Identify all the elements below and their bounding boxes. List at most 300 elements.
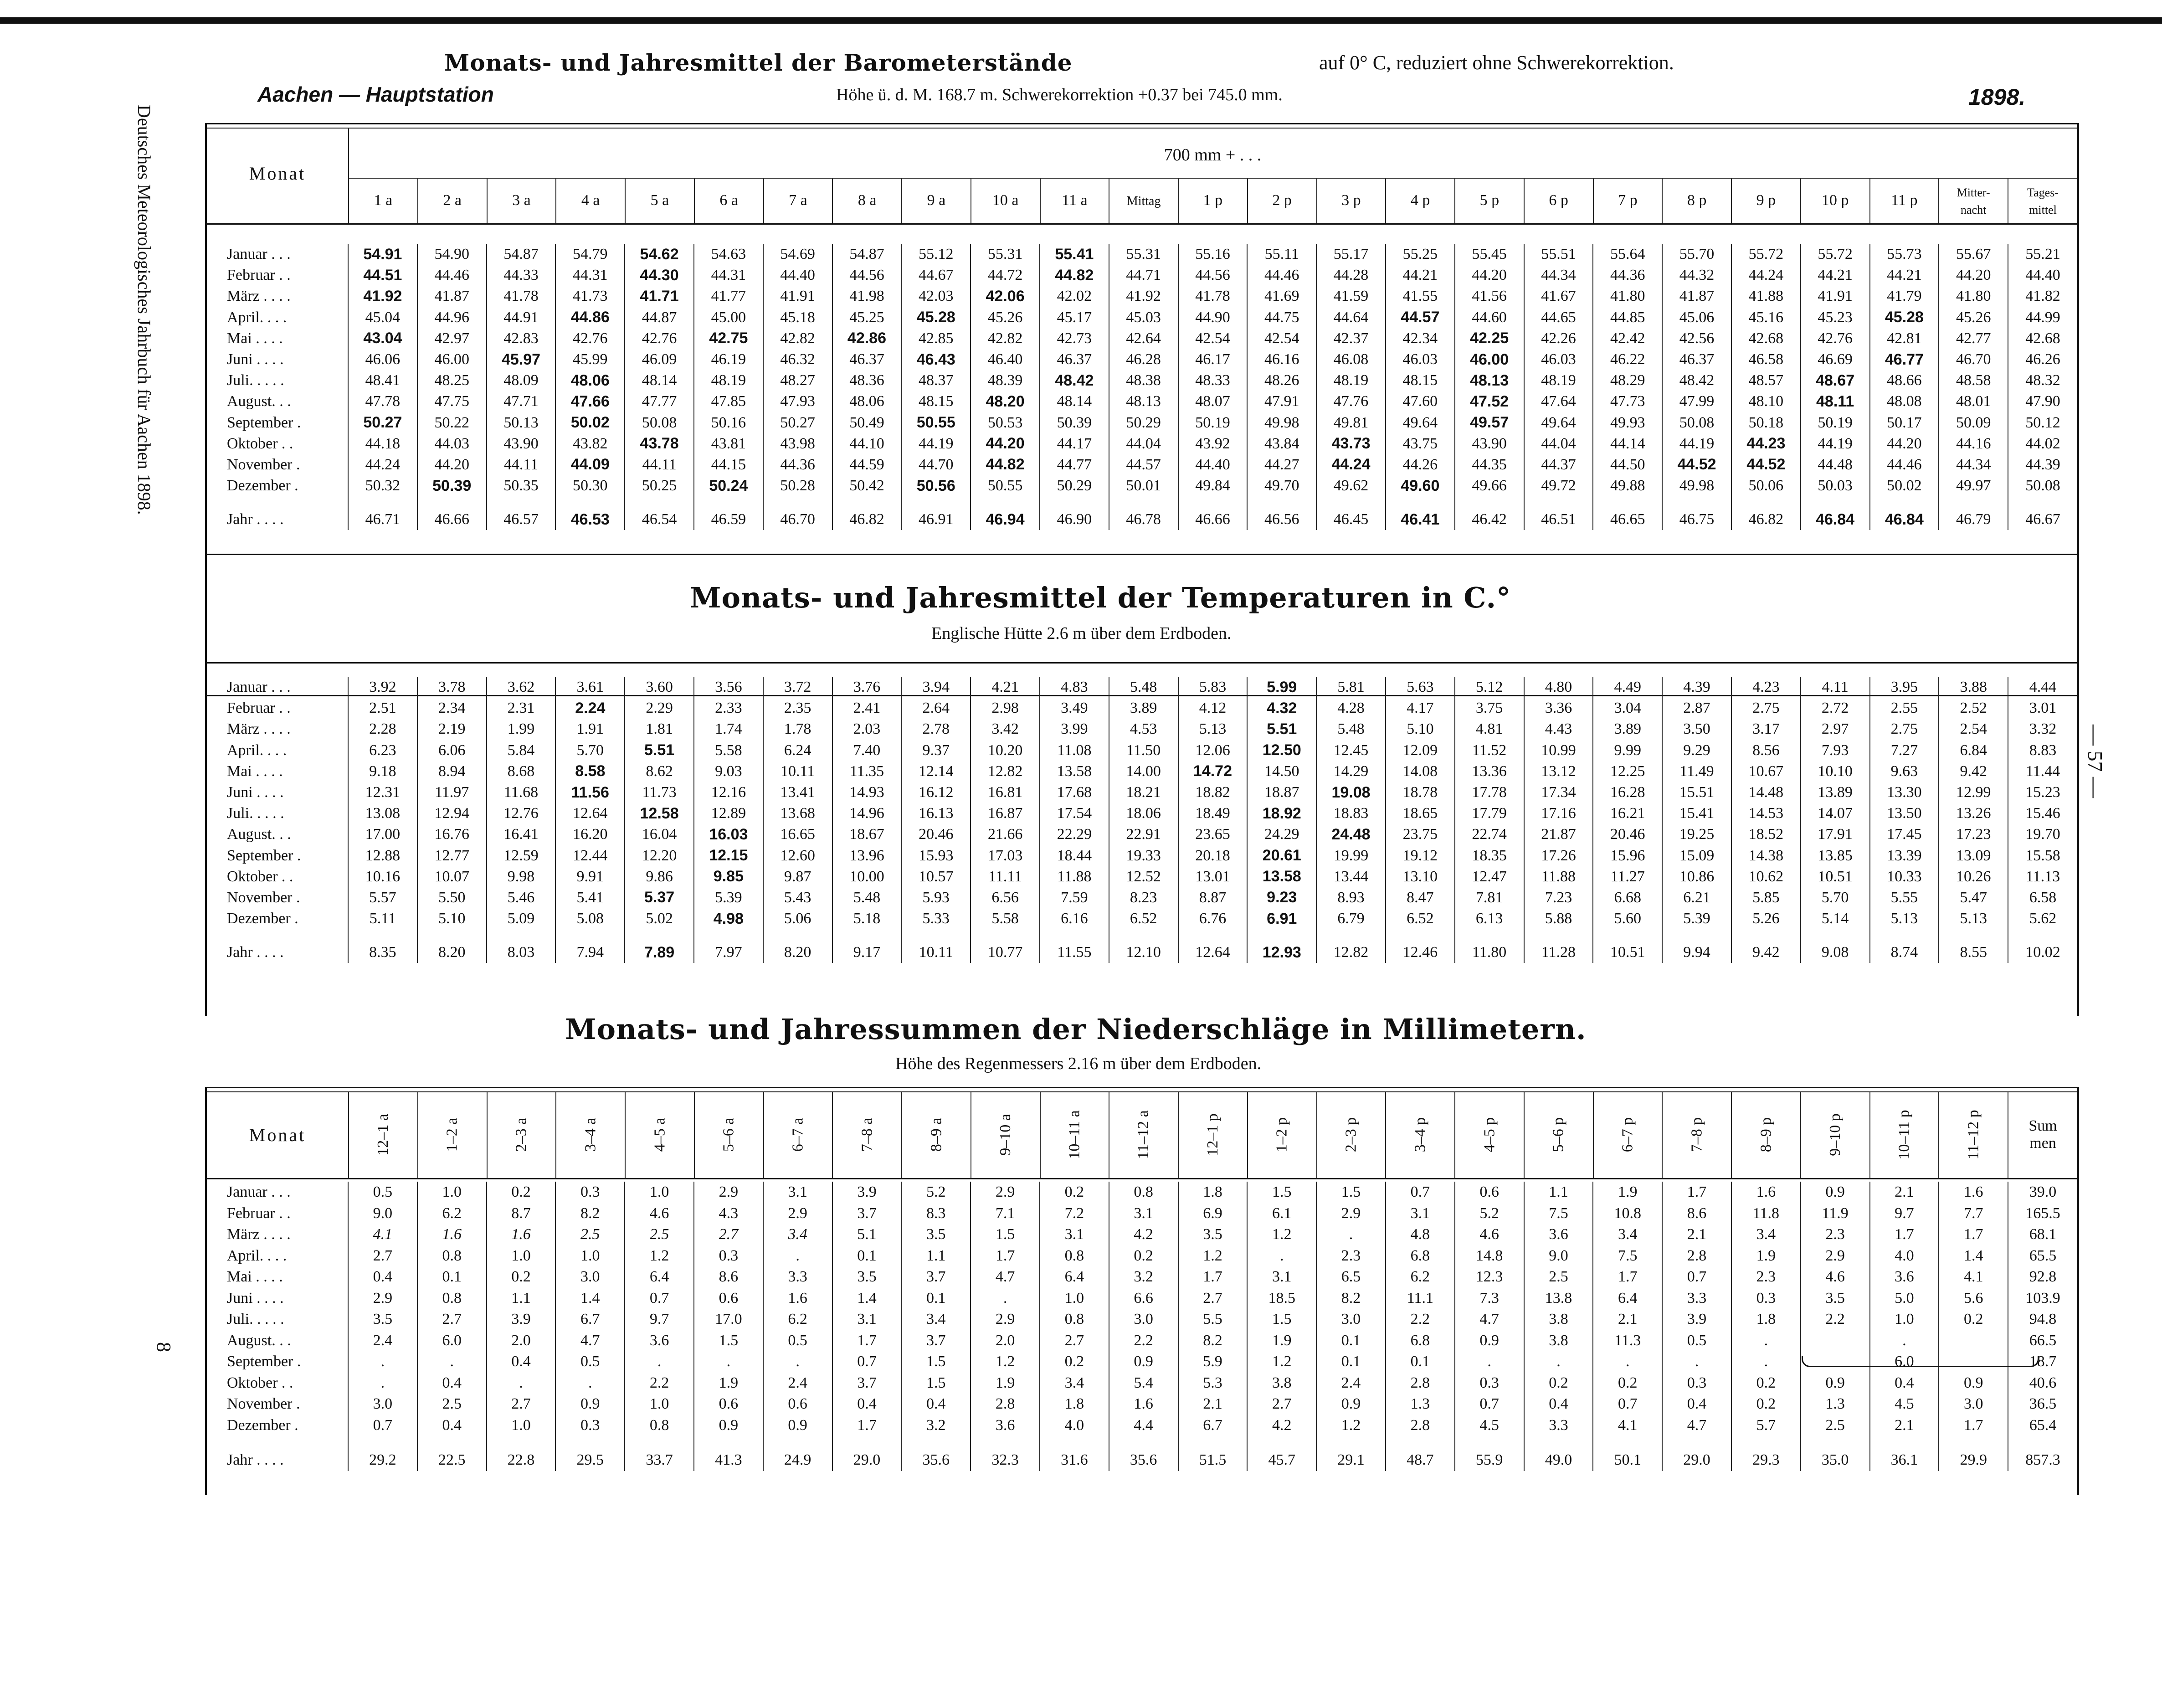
value-cell: 0.1 [1316,1351,1386,1373]
spacer [1801,1436,1870,1450]
value-cell: 45.28 [901,307,971,328]
value-cell: 44.24 [348,454,417,475]
precip-col-label: 9–10 a [996,1114,1014,1156]
value-cell: 2.9 [348,1288,417,1309]
value-cell: 13.96 [832,845,902,866]
value-cell: 42.06 [971,286,1040,307]
precip-col-label: 1–2 p [1273,1117,1290,1152]
value-cell: 36.1 [1870,1450,1939,1471]
value-cell: 46.79 [1939,509,2008,530]
value-cell: 44.46 [417,265,487,286]
precip-col-header [1317,1091,1386,1178]
value-cell: 46.66 [1178,509,1248,530]
value-cell: 5.70 [1801,887,1870,908]
month-label: Januar . . . [227,1183,291,1201]
baro-col-label: Tages- mittel [2027,186,2059,216]
baro-title-suffix: auf 0° C, reduziert ohne Schwerekorrektion. [1319,51,1674,74]
value-cell: 3.42 [971,719,1040,740]
value-cell: 5.08 [555,908,625,929]
value-cell: 14.50 [1247,761,1316,782]
value-cell: 48.38 [1109,370,1178,391]
spacer [1316,1436,1386,1450]
spacer [971,1436,1040,1450]
value-cell: 2.4 [763,1373,832,1394]
value-cell: 4.80 [1524,677,1593,698]
value-cell: 3.36 [1524,698,1593,719]
value-cell: 46.16 [1247,349,1316,370]
value-cell: 44.02 [2008,433,2077,454]
value-cell: 5.51 [625,740,694,761]
baro-col-header [1593,178,1663,223]
value-cell: 46.37 [1040,349,1109,370]
value-cell: 12.46 [1386,942,1455,963]
value-cell: 44.72 [971,265,1040,286]
value-cell: 9.42 [1731,942,1801,963]
value-cell: 9.98 [487,866,556,887]
value-cell: 8.74 [1870,942,1939,963]
value-cell: 2.9 [971,1309,1040,1330]
value-cell: 55.70 [1662,244,1731,265]
value-cell: 0.9 [694,1415,763,1436]
spacer [2008,496,2077,509]
month-label: August. . . [227,826,291,843]
value-cell: 9.91 [555,866,625,887]
value-cell: 42.54 [1178,328,1248,349]
value-cell: 2.7 [348,1245,417,1267]
value-cell: 44.85 [1593,307,1662,328]
value-cell: 1.2 [1178,1245,1248,1267]
value-cell: 1.5 [1247,1182,1316,1203]
value-cell: 16.20 [555,824,625,845]
value-cell: 1.99 [487,719,556,740]
precip-col-header [487,1091,556,1178]
month-label: Februar . . [227,700,291,717]
value-cell: 44.23 [1731,433,1801,454]
value-cell: 12.64 [555,803,625,824]
value-cell: 35.6 [901,1450,971,1471]
value-cell: 94.8 [2008,1309,2077,1330]
value-cell: 14.8 [1455,1245,1524,1267]
precip-col-header [1178,1091,1248,1178]
table-row [207,1182,2077,1203]
value-cell: 44.04 [1524,433,1593,454]
spacer [1455,1436,1524,1450]
value-cell: 5.02 [625,908,694,929]
precip-col-label: 11–12 a [1135,1110,1152,1159]
value-cell: 7.23 [1524,887,1593,908]
value-cell: 54.62 [625,244,694,265]
value-cell: 32.3 [971,1450,1040,1471]
month-label: August. . . [227,393,291,410]
value-cell: 6.91 [1247,908,1316,929]
value-cell: 4.23 [1731,677,1801,698]
value-cell: 2.7 [417,1309,487,1330]
value-cell: 1.6 [1939,1182,2008,1203]
value-cell: 4.7 [1455,1309,1524,1330]
value-cell: 2.5 [1524,1266,1593,1288]
value-cell: 44.57 [1109,454,1178,475]
value-cell: 11.3 [1593,1330,1662,1352]
value-cell: 12.45 [1316,740,1386,761]
value-cell: 12.44 [555,845,625,866]
value-cell: 11.88 [1040,866,1109,887]
value-cell: 3.1 [1109,1203,1178,1224]
value-cell: 2.54 [1939,719,2008,740]
value-cell: 48.36 [832,370,902,391]
value-cell: 8.68 [487,761,556,782]
value-cell: 41.77 [694,286,763,307]
value-cell: 6.2 [763,1309,832,1330]
baro-col-label: 10 a [992,192,1019,209]
value-cell: 47.91 [1247,391,1316,412]
value-cell: 0.3 [555,1415,625,1436]
value-cell: 0.9 [1109,1351,1178,1373]
value-cell: 50.17 [1870,412,1939,433]
value-cell: 15.23 [2008,782,2077,803]
value-cell: 47.75 [417,391,487,412]
value-cell: 9.29 [1662,740,1731,761]
precip-col-label: 10–11 p [1895,1110,1913,1160]
value-cell: 43.92 [1178,433,1248,454]
value-cell: 0.4 [417,1373,487,1394]
value-cell: 1.5 [1247,1309,1316,1330]
value-cell: 41.87 [1662,286,1731,307]
value-cell: 45.26 [971,307,1040,328]
value-cell: 17.91 [1801,824,1870,845]
value-cell: 3.7 [832,1203,902,1224]
spacer [1247,929,1316,942]
value-cell: 50.02 [555,412,625,433]
value-cell: 50.55 [971,475,1040,496]
value-cell: 4.83 [1040,677,1109,698]
value-cell: 0.4 [1524,1394,1593,1415]
spacer [487,496,556,509]
value-cell: 48.67 [1801,370,1870,391]
table-row [207,307,2077,328]
value-cell [1801,1330,1870,1352]
value-cell: 1.0 [1040,1288,1109,1309]
value-cell: 36.5 [2008,1394,2077,1415]
value-cell: 10.57 [901,866,971,887]
value-cell: 50.29 [1040,475,1109,496]
value-cell: 42.97 [417,328,487,349]
value-cell: 11.55 [1040,942,1109,963]
spacer [1801,496,1870,509]
value-cell: 48.25 [417,370,487,391]
value-cell: 19.12 [1386,845,1455,866]
value-cell: 48.13 [1109,391,1178,412]
value-cell: 0.5 [763,1330,832,1352]
value-cell: 16.13 [901,803,971,824]
precip-col-label: 7–8 p [1688,1117,1705,1152]
value-cell: 46.77 [1870,349,1939,370]
value-cell: 20.46 [901,824,971,845]
value-cell: 11.56 [555,782,625,803]
value-cell: 42.76 [1801,328,1870,349]
year-label: 1898. [1968,84,2026,110]
value-cell: 2.51 [348,698,417,719]
value-cell: 11.27 [1593,866,1662,887]
value-cell: 6.58 [2008,887,2077,908]
month-label: Dezember . [227,910,298,927]
value-cell: 5.0 [1870,1288,1939,1309]
value-cell: 0.8 [1040,1245,1109,1267]
value-cell: 3.1 [1040,1224,1109,1245]
value-cell: 55.72 [1731,244,1801,265]
value-cell: 42.64 [1109,328,1178,349]
value-cell: 1.0 [487,1245,556,1267]
value-cell: 5.2 [901,1182,971,1203]
precip-col-label: 5–6 p [1550,1117,1567,1152]
value-cell: 2.55 [1870,698,1939,719]
spacer [901,1436,971,1450]
baro-col-label: 2 a [443,192,462,209]
value-cell: 46.37 [1662,349,1731,370]
value-cell: 7.5 [1524,1203,1593,1224]
value-cell: 12.52 [1109,866,1178,887]
precip-col-header [694,1091,764,1178]
spacer [763,929,832,942]
value-cell: 65.4 [2008,1415,2077,1436]
value-cell: 8.87 [1178,887,1248,908]
precip-col-header [971,1091,1040,1178]
spacer [1386,496,1455,509]
value-cell: 47.90 [2008,391,2077,412]
spacer [901,496,971,509]
value-cell: 48.01 [1939,391,2008,412]
spacer [417,496,487,509]
value-cell: 3.5 [1801,1288,1870,1309]
value-cell: 5.06 [763,908,832,929]
baro-col-header [1248,178,1317,223]
value-cell: 41.67 [1524,286,1593,307]
value-cell: 92.8 [2008,1266,2077,1288]
value-cell: 50.03 [1801,475,1870,496]
value-cell: 41.3 [694,1450,763,1471]
value-cell: 42.81 [1870,328,1939,349]
value-cell: 0.5 [348,1182,417,1203]
value-cell: 22.29 [1040,824,1109,845]
precip-col-label: 4–5 p [1480,1117,1498,1152]
value-cell: 46.42 [1455,509,1524,530]
value-cell: 8.93 [1316,887,1386,908]
value-cell: 0.4 [832,1394,902,1415]
value-cell: 4.5 [1870,1394,1939,1415]
value-cell: 18.21 [1109,782,1178,803]
value-cell: 2.2 [1109,1330,1178,1352]
spacer [1386,929,1455,942]
value-cell: 7.3 [1455,1288,1524,1309]
spacer [1109,496,1178,509]
value-cell: 5.57 [348,887,417,908]
value-cell: 46.41 [1386,509,1455,530]
value-cell: 42.26 [1524,328,1593,349]
value-cell: 50.27 [348,412,417,433]
value-cell: 2.41 [832,698,902,719]
baro-column-headers [348,178,2077,223]
value-cell: 10.26 [1939,866,2008,887]
value-cell: 18.83 [1316,803,1386,824]
value-cell: 0.4 [1870,1373,1939,1394]
table-row [207,1224,2077,1245]
spacer [1109,929,1178,942]
value-cell: 16.03 [694,824,763,845]
spacer [625,496,694,509]
baro-col-label: 9 a [927,192,946,209]
precip-col-header [556,1091,625,1178]
value-cell: 1.3 [1801,1394,1870,1415]
value-cell: 4.81 [1455,719,1524,740]
value-cell: 54.91 [348,244,417,265]
value-cell: 5.84 [487,740,556,761]
value-cell: 6.24 [763,740,832,761]
value-cell: 46.59 [694,509,763,530]
value-cell: 44.82 [971,454,1040,475]
value-cell: 50.39 [417,475,487,496]
value-cell: 11.50 [1109,740,1178,761]
value-cell: . [763,1245,832,1267]
baro-col-header [1040,178,1109,223]
precip-col-label: 2–3 a [513,1117,530,1152]
table-row [207,349,2077,370]
value-cell: 41.91 [1801,286,1870,307]
value-cell: 55.12 [901,244,971,265]
value-cell: 6.5 [1316,1266,1386,1288]
value-cell: 1.8 [1731,1309,1801,1330]
value-cell: 0.1 [832,1245,902,1267]
value-cell: 5.63 [1386,677,1455,698]
value-cell: 44.52 [1731,454,1801,475]
spacer [348,1436,417,1450]
value-cell: 5.50 [417,887,487,908]
value-cell: 12.82 [1316,942,1386,963]
value-cell: 1.5 [1316,1182,1386,1203]
value-cell: 50.02 [1870,475,1939,496]
value-cell: 47.99 [1662,391,1731,412]
value-cell: 5.39 [1662,908,1731,929]
value-cell: 3.3 [763,1266,832,1288]
month-label: September . [227,847,301,864]
value-cell: 3.62 [487,677,556,698]
value-cell: 18.49 [1178,803,1248,824]
value-cell: 19.08 [1316,782,1386,803]
value-cell: 3.92 [348,677,417,698]
value-cell: 44.48 [1801,454,1870,475]
value-cell: 48.29 [1593,370,1662,391]
table-row [207,719,2077,740]
value-cell: 3.1 [1247,1266,1316,1288]
value-cell: 6.9 [1178,1203,1248,1224]
value-cell: 17.16 [1524,803,1593,824]
value-cell: 5.18 [832,908,902,929]
value-cell: 0.5 [1662,1330,1731,1352]
value-cell: 55.72 [1801,244,1870,265]
value-cell: 2.3 [1801,1224,1870,1245]
value-cell: 10.11 [901,942,971,963]
value-cell: 44.77 [1040,454,1109,475]
value-cell: 11.52 [1455,740,1524,761]
value-cell: 8.23 [1109,887,1178,908]
value-cell: 49.98 [1662,475,1731,496]
value-cell: 7.27 [1870,740,1939,761]
value-cell: 0.9 [555,1394,625,1415]
value-cell: 55.67 [1939,244,2008,265]
baro-col-header [1939,178,2008,223]
value-cell: 44.19 [901,433,971,454]
value-cell: 17.68 [1040,782,1109,803]
value-cell: 41.55 [1386,286,1455,307]
value-cell: 9.17 [832,942,902,963]
value-cell: 17.26 [1524,845,1593,866]
precip-col-header [418,1091,487,1178]
value-cell: 10.11 [763,761,832,782]
value-cell: 1.0 [487,1415,556,1436]
value-cell: 35.6 [1109,1450,1178,1471]
value-cell: 2.24 [555,698,625,719]
spacer [207,496,348,509]
value-cell: 48.27 [763,370,832,391]
value-cell: 44.34 [1939,454,2008,475]
value-cell: 3.8 [1524,1330,1593,1352]
value-cell: 1.0 [1870,1309,1939,1330]
month-label: April. . . . [227,309,287,326]
value-cell: 2.0 [971,1330,1040,1352]
spacer [1593,1436,1662,1450]
spacer [348,496,417,509]
value-cell: 7.5 [1593,1245,1662,1267]
value-cell: 66.5 [2008,1330,2077,1352]
value-cell: 1.6 [417,1224,487,1245]
value-cell: . [1316,1224,1386,1245]
value-cell: 1.3 [1386,1394,1455,1415]
value-cell: 50.25 [625,475,694,496]
precip-col-header [349,1091,418,1178]
value-cell: 9.0 [1524,1245,1593,1267]
value-cell: 3.7 [901,1266,971,1288]
value-cell: 45.28 [1870,307,1939,328]
value-cell: 1.7 [1593,1266,1662,1288]
value-cell: 50.35 [487,475,556,496]
value-cell: 42.54 [1247,328,1316,349]
precip-col-label: 6–7 p [1619,1117,1636,1152]
value-cell: 0.7 [832,1351,902,1373]
baro-col-label: 4 a [581,192,600,209]
value-cell: 2.19 [417,719,487,740]
spacer [1593,496,1662,509]
value-cell: 42.37 [1316,328,1386,349]
value-cell: 45.17 [1040,307,1109,328]
spacer [694,496,763,509]
value-cell: 44.32 [1662,265,1731,286]
value-cell: 55.17 [1316,244,1386,265]
value-cell: 44.56 [832,265,902,286]
value-cell: 44.75 [1247,307,1316,328]
month-label: Dezember . [227,477,298,494]
value-cell: 46.84 [1870,509,1939,530]
baro-col-label: 11 p [1891,192,1918,209]
value-cell: 3.8 [1524,1309,1593,1330]
value-cell: 4.1 [1939,1266,2008,1288]
spacer [487,929,556,942]
value-cell: 46.75 [1662,509,1731,530]
value-cell: 2.4 [348,1330,417,1352]
value-cell: 50.56 [901,475,971,496]
value-cell: 1.4 [555,1288,625,1309]
value-cell: 6.2 [1386,1266,1455,1288]
value-cell: 44.99 [2008,307,2077,328]
value-cell: 49.62 [1316,475,1386,496]
value-cell: 6.4 [625,1266,694,1288]
